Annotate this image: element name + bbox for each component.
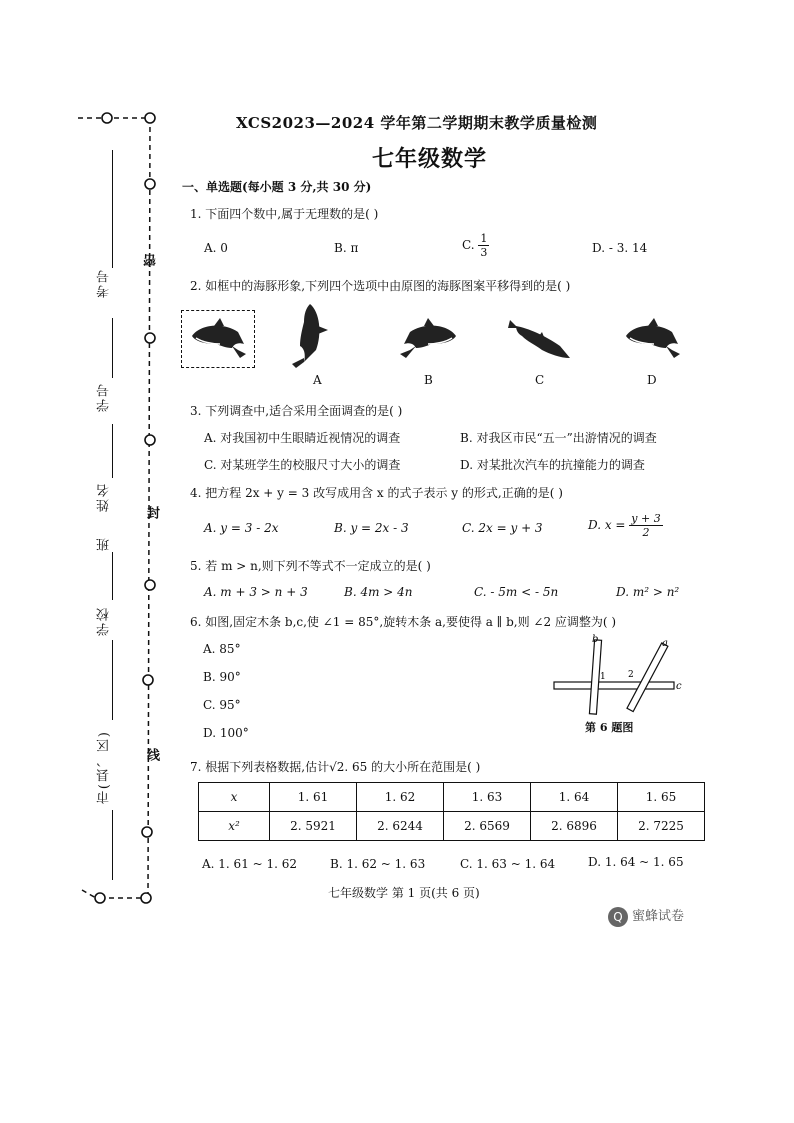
q1-option-b: B. π [334, 241, 359, 255]
q5-option-d: D. m² > n² [616, 585, 680, 599]
table-cell: 2. 5921 [270, 812, 357, 841]
q2-label-c: C [535, 373, 545, 387]
q4-option-b: B. y = 2x - 3 [334, 521, 409, 535]
q2-stem: 2. 如框中的海豚形象,下列四个选项中由原图的海豚图案平移得到的是( ) [190, 279, 571, 293]
xingming-line [112, 424, 113, 478]
section-heading: 一、单选题(每小题 3 分,共 30 分) [182, 180, 372, 194]
exam-title: XCS2023—2024 学年第二学期期末教学质量检测 [236, 114, 598, 132]
q6-option-b: B. 90° [203, 670, 241, 684]
q4-stem: 4. 把方程 2x + y = 3 改写成用含 x 的式子表示 y 的形式,正确的是( ) [190, 486, 563, 500]
fig-label-1: 1 [600, 672, 606, 682]
q5-option-c: C. - 5m < - 5n [474, 585, 559, 599]
q4-option-c: C. 2x = y + 3 [462, 521, 543, 535]
seal-mi: 密 [144, 252, 159, 267]
q3-option-d: D. 对某批次汽车的抗撞能力的调查 [460, 458, 645, 472]
q7-stem: 7. 根据下列表格数据,估计√2. 65 的大小所在范围是( ) [190, 760, 481, 774]
table-row [199, 783, 705, 812]
q6-option-c: C. 95° [203, 698, 241, 712]
field-shi: 市(县、区) [97, 730, 112, 805]
q7-table [198, 782, 705, 841]
page-footer: 七年级数学 第 1 页(共 6 页) [328, 886, 480, 900]
table-row [199, 812, 705, 841]
seal-xian: 线 [144, 748, 159, 763]
q6-fig-caption: 第 6 题图 [585, 721, 634, 734]
q2-label-a: A [313, 373, 322, 387]
shi-line [112, 810, 113, 880]
q1-fraction-num: 1 [480, 232, 488, 245]
watermark-text: 蜜蜂试卷 [632, 909, 685, 924]
q4-fraction-den: 2 [642, 526, 650, 539]
q4-option-a: A. y = 3 - 2x [204, 521, 279, 535]
table-cell: 1. 62 [357, 783, 444, 812]
fig-label-2: 2 [628, 670, 634, 680]
table-cell: 1. 63 [444, 783, 531, 812]
xuexiao-line [112, 640, 113, 720]
table-cell: 2. 6896 [531, 812, 618, 841]
q5-option-a: A. m + 3 > n + 3 [204, 585, 308, 599]
dolphin-b-icon [390, 314, 462, 364]
q1-fraction [478, 232, 489, 259]
q3-option-c: C. 对某班学生的校服尺寸大小的调查 [204, 458, 401, 472]
q5-stem: 5. 若 m > n,则下列不等式不一定成立的是( ) [190, 559, 431, 573]
q4-fraction [629, 512, 662, 539]
field-ban: 班 [97, 536, 112, 551]
table-cell: 2. 6569 [444, 812, 531, 841]
q5-option-b: B. 4m > 4n [344, 585, 413, 599]
q4-fraction-num: y + 3 [631, 512, 661, 525]
q3-option-b: B. 对我区市民“五一”出游情况的调查 [460, 431, 657, 445]
seal-feng: 封 [144, 506, 159, 521]
ban-line [112, 552, 113, 600]
dolphin-c-icon [506, 314, 576, 364]
q6-figure [552, 632, 686, 716]
q2-label-d: D [647, 373, 657, 387]
q7-option-c: C. 1. 63 ~ 1. 64 [460, 857, 556, 871]
kaohao-line [112, 150, 113, 268]
watermark-logo [608, 905, 684, 927]
q1-stem: 1. 下面四个数中,属于无理数的是( ) [190, 207, 379, 221]
field-xuehao: 学号 [97, 382, 112, 412]
q7-option-d: D. 1. 64 ~ 1. 65 [588, 855, 684, 869]
bee-logo-icon: Q [608, 907, 628, 927]
q3-option-a: A. 对我国初中生眼睛近视情况的调查 [204, 431, 401, 445]
q1-option-a: A. 0 [204, 241, 228, 255]
q3-stem: 3. 下列调查中,适合采用全面调查的是( ) [190, 404, 403, 418]
table-cell: 1. 65 [618, 783, 705, 812]
xuehao-line [112, 318, 113, 378]
fig-label-a: a [662, 638, 668, 649]
subject-title: 七年级数学 [372, 146, 488, 172]
fig-label-c: c [676, 681, 682, 692]
field-xuexiao: 学校 [97, 606, 112, 636]
dolphin-a-icon [288, 300, 334, 370]
table-cell: 2. 7225 [618, 812, 705, 841]
q6-stem: 6. 如图,固定木条 b,c,使 ∠1 = 85°,旋转木条 a,要使得 a ∥ b,则 ∠2 应调整为( ) [190, 615, 617, 629]
q1-fraction-den: 3 [480, 246, 488, 259]
dolphin-original-icon [186, 314, 252, 364]
table-cell: 2. 6244 [357, 812, 444, 841]
dolphin-d-icon [620, 314, 686, 364]
table-cell: x [199, 783, 270, 812]
q1-option-c [462, 232, 489, 259]
q7-option-a: A. 1. 61 ~ 1. 62 [202, 857, 298, 871]
q1-option-d: D. - 3. 14 [592, 241, 648, 255]
q6-option-d: D. 100° [203, 726, 249, 740]
q4-option-d [588, 512, 663, 539]
table-cell: 1. 61 [270, 783, 357, 812]
field-kaohao-label: 考号 [97, 268, 112, 298]
field-xingming: 姓名 [97, 482, 112, 512]
q6-option-a: A. 85° [203, 642, 241, 656]
table-cell: x² [199, 812, 270, 841]
q4-option-d-label: D. x = [588, 518, 626, 532]
fig-label-b: b [592, 634, 599, 645]
field-kaohao [95, 268, 114, 298]
table-cell: 1. 64 [531, 783, 618, 812]
q2-label-b: B [424, 373, 433, 387]
q7-option-b: B. 1. 62 ~ 1. 63 [330, 857, 426, 871]
q1-option-c-label: C. [462, 238, 475, 252]
